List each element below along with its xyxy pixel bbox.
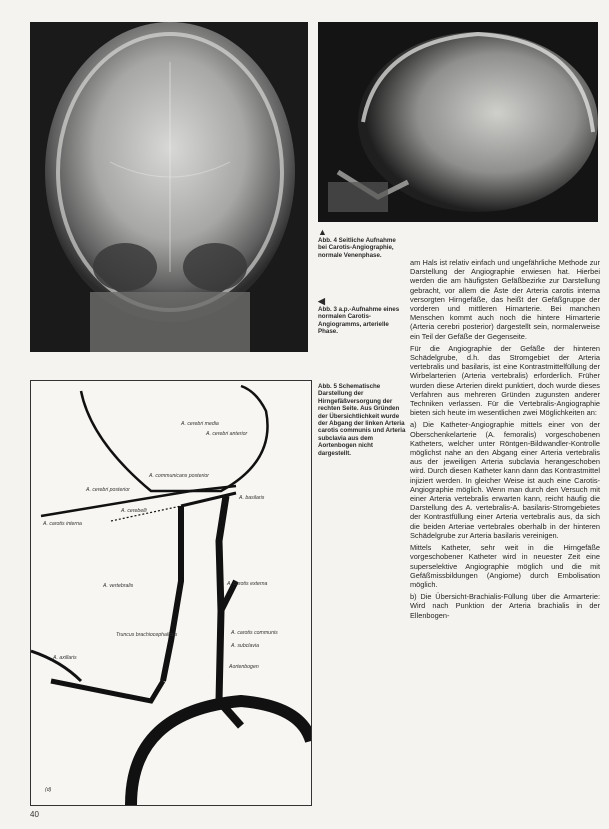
label-a-basilaris: A. basilaris xyxy=(239,495,265,501)
label-a-carotis-externa: A. carotis externa xyxy=(227,581,268,587)
label-a-cerebri-anterior: A. cerebri anterior xyxy=(206,431,248,437)
figure-4-caption xyxy=(318,228,406,259)
xray-ap-skull-photo xyxy=(30,22,308,352)
label-a-carotis-interna: A. carotis interna xyxy=(43,521,82,527)
label-truncus: Truncus brachiocephalicus xyxy=(116,632,178,638)
figure-3-marker: ◀ xyxy=(318,296,325,306)
label-a-vertebralis: A. vertebralis xyxy=(103,583,134,589)
body-paragraph: Mittels Katheter, sehr weit in die Hirngefäße vorgeschobener Katheter wird in neuester Zeit eine superselektive Angiographie möglich und die mit Gefäßmissbildungen (Angiome) durch Embolisation möglich. xyxy=(410,543,600,589)
vessel-basilaris xyxy=(163,506,181,681)
label-a-cerebri-media: A. cerebri media xyxy=(181,421,219,427)
label-a-carotis-communis: A. carotis communis xyxy=(231,630,278,636)
label-a-axillaris: A. axillaris xyxy=(53,655,77,661)
article-body-text xyxy=(410,258,600,623)
figure-3-caption xyxy=(318,297,406,336)
label-aortenbogen: Aortenbogen xyxy=(229,664,259,670)
figure-5-caption-text: Abb. 5 Schematische Darstellung der Hirngefäßversorgung der rechten Seite. Aus Gründen der Übersichtlichkeit wurde der Abgang der linken Arteria carotis communis und Arteria subclavia aus dem Aortenbogen nicht dargestellt. xyxy=(318,383,406,457)
page-number: 40 xyxy=(30,810,39,819)
vessel-schematic-diagram xyxy=(30,380,312,806)
body-paragraph: a) Die Katheter-Angiographie mittels einer von der Oberschenkelarterie (A. femoralis) vorgeschobenen Katheters, welcher unter Röntgen-Bildwandler-Kontrolle möglichst nahe an den Abgang einer Arteria vertebralis aus der jeweiligen Arteria subclavia herangeschoben wird. Durch diesen Katheter kann dann das Kontrastmittel injiziert werden. In gleicher Weise ist auch eine Carotis-Angiographie möglich. Wenn man durch den Versuch mit einer Arteria vertebralis erwarten kann, reicht häufig die Darstellung des A. vertebralis-A. basilaris-Stromgebietes der Kontrastfüllung einer Arteria vertebralis aus, da sich die beiden Arteriae vertebrales oberhalb in der hinteren Schädelgrube zur Arteria basilaris vereinigen. xyxy=(410,420,600,540)
figure-5-caption xyxy=(318,383,406,457)
figure-3-caption-text: Abb. 3 a.p.-Aufnahme eines normalen Carotis-Angiogramms, arterielle Phase. xyxy=(318,306,400,336)
label-a-cerebellaris: A. cerebelli xyxy=(121,508,147,514)
vessel-vertebralis xyxy=(51,681,163,701)
figure-4-caption-text: Abb. 4 Seitliche Aufnahme bei Carotis-Angiographie, normale Venenphase. xyxy=(318,237,396,259)
label-a-cerebri-posterior: A. cerebri posterior xyxy=(86,487,130,493)
label-a-comm-posterior: A. communicans posterior xyxy=(149,473,209,479)
body-paragraph: Für die Angiographie der Gefäße der hinteren Schädelgrube, d.h. das Stromgebiet der Arteria vertebralis und basilaris, ist eine Kontrastmittelfüllung der Wirbelarterien (Arteria vertebralis) erforderlich. Früher wurden diese Arterien direkt punktiert, doch wurde dieses Verfahren aus mehreren Gründen zugunsten anderer Techniken verlassen. Für die Vertebralis-Angiographie bieten sich heute im wesentlichen zwei Möglichkeiten an: xyxy=(410,343,600,418)
body-paragraph: b) Die Übersicht-Brachialis-Füllung über die Armarterie: Wird nach Punktion der Arteria brachialis in der Ellenbogen- xyxy=(410,592,600,620)
body-paragraph: am Hals ist relativ einfach und ungefährliche Methode zur Darstellung der Angiographie erwiesen hat. Hierbei werden die am häufigsten Gefäßbezirke zur Darstellung gebracht, vor allem die Äste der Arteria carotis interna versorgten Hirngefäße, das heißt der Gefäßgruppe der vorderen und mittleren Hirnarterie. Bei manchen Menschen kommt auch noch die hintere Hirnarterie (Arteria cerebri posterior) dargestellt sein, normalerweise ein Teil der Gefäße der Gegenseite. xyxy=(410,258,600,341)
vessel-aortic-arch xyxy=(131,701,311,805)
label-corner-mark: (d) xyxy=(45,787,52,793)
figure-4-marker: ▲ xyxy=(318,227,327,237)
label-a-subclavia: A. subclavia xyxy=(231,643,259,649)
xray-lateral-skull-photo xyxy=(318,22,598,222)
